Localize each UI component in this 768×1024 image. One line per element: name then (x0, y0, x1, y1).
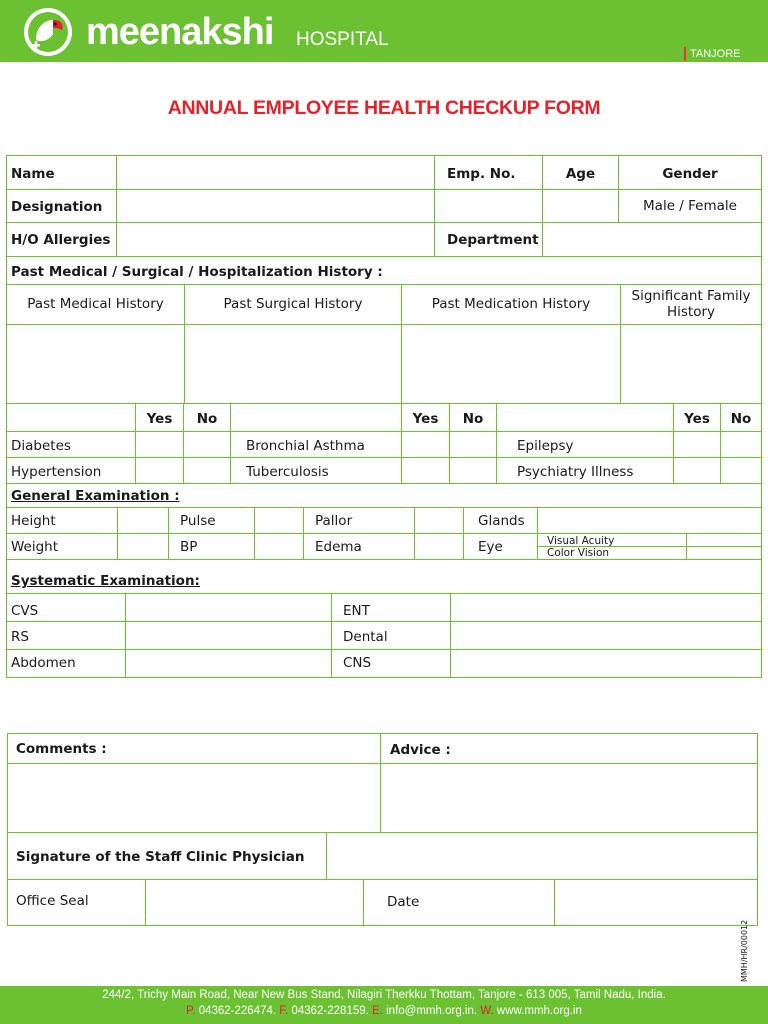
eye-label: Eye (478, 539, 503, 555)
designation-field[interactable] (117, 190, 433, 222)
past-medical-history-field[interactable] (7, 325, 184, 403)
bronchial-asthma-label: Bronchial Asthma (246, 438, 365, 454)
designation-label: Designation (11, 199, 103, 215)
tuberculosis-no-cell[interactable] (450, 458, 496, 483)
diabetes-yes-cell[interactable] (136, 432, 183, 457)
cvs-label: CVS (11, 603, 39, 619)
asthma-no-cell[interactable] (450, 432, 496, 457)
date-label: Date (387, 894, 420, 910)
epilepsy-label: Epilepsy (517, 438, 574, 454)
diabetes-no-cell[interactable] (184, 432, 230, 457)
form-title: ANNUAL EMPLOYEE HEALTH CHECKUP FORM (167, 97, 601, 119)
weight-label: Weight (11, 539, 59, 555)
gender-options[interactable]: Male / Female (643, 198, 737, 214)
cvs-field[interactable] (126, 594, 331, 621)
past-surgical-history-header: Past Surgical History (223, 296, 363, 312)
pallor-field[interactable] (415, 508, 463, 533)
edema-field[interactable] (415, 534, 463, 559)
location-label: TANJORE (690, 48, 741, 60)
abdomen-field[interactable] (126, 650, 331, 677)
comments-label: Comments : (16, 741, 107, 757)
history-heading: Past Medical / Surgical / Hospitalization History : (11, 264, 383, 280)
footer-address: 244/2, Trichy Main Road, Near New Bus Stand, Nilagiri Therkku Thottam, Tanjore - 613 005, Tamil Nadu, India. (102, 989, 666, 1001)
date-field[interactable] (555, 880, 757, 925)
yes-header-3: Yes (684, 411, 710, 427)
epilepsy-no-cell[interactable] (721, 432, 761, 457)
asthma-yes-cell[interactable] (402, 432, 449, 457)
glands-field[interactable] (538, 508, 761, 533)
web-prefix: W. (480, 1005, 494, 1017)
visual-acuity-label: Visual Acuity (547, 535, 615, 547)
signature-label: Signature of the Staff Clinic Physician (16, 849, 305, 865)
hypertension-no-cell[interactable] (184, 458, 230, 483)
no-header-3: No (730, 411, 752, 427)
location-divider (684, 47, 686, 61)
family-history-header: Significant Family History (631, 288, 751, 320)
department-label: Department (447, 232, 539, 248)
rs-field[interactable] (126, 622, 331, 649)
ent-field[interactable] (451, 594, 761, 621)
advice-field[interactable] (381, 764, 757, 832)
past-medication-history-header: Past Medication History (431, 296, 591, 312)
height-label: Height (11, 513, 56, 529)
office-seal-label: Office Seal (16, 893, 89, 909)
height-field[interactable] (118, 508, 168, 533)
cns-field[interactable] (451, 650, 761, 677)
family-history-field[interactable] (621, 325, 761, 403)
yes-header-2: Yes (412, 411, 439, 427)
emp-no-label: Emp. No. (447, 166, 516, 182)
no-header-2: No (462, 411, 484, 427)
comments-field[interactable] (8, 764, 380, 832)
psychiatry-yes-cell[interactable] (674, 458, 720, 483)
ent-label: ENT (343, 603, 370, 619)
fax-number: 04362-228159. (291, 1005, 369, 1017)
bp-label: BP (180, 539, 198, 555)
systematic-exam-heading: Systematic Examination: (11, 573, 200, 589)
rs-label: RS (11, 629, 29, 645)
age-field[interactable] (543, 190, 617, 222)
allergies-field[interactable] (117, 223, 433, 256)
name-field[interactable] (117, 156, 433, 189)
brand-name: meenakshi (86, 11, 274, 53)
dental-field[interactable] (451, 622, 761, 649)
phone-prefix: P. (186, 1005, 196, 1017)
abdomen-label: Abdomen (11, 655, 76, 671)
epilepsy-yes-cell[interactable] (674, 432, 720, 457)
fax-prefix: F. (279, 1005, 289, 1017)
age-label: Age (565, 166, 596, 182)
allergies-label: H/O Allergies (11, 232, 111, 248)
brand-subtitle: HOSPITAL (296, 29, 389, 50)
form-code: MMH/HR/00012 (740, 919, 749, 982)
past-medical-history-header: Past Medical History (27, 296, 164, 312)
weight-field[interactable] (118, 534, 168, 559)
advice-label: Advice : (390, 742, 451, 758)
pulse-field[interactable] (255, 508, 303, 533)
diabetes-label: Diabetes (11, 438, 71, 454)
tuberculosis-label: Tuberculosis (246, 464, 329, 480)
website-link[interactable]: www.mmh.org.in (496, 1005, 582, 1017)
hypertension-label: Hypertension (11, 464, 102, 480)
bp-field[interactable] (255, 534, 303, 559)
footer-contacts (0, 1004, 768, 1018)
pulse-label: Pulse (180, 513, 216, 529)
email-prefix: E. (372, 1005, 383, 1017)
cns-label: CNS (343, 655, 372, 671)
general-exam-heading: General Examination : (11, 488, 180, 504)
hypertension-yes-cell[interactable] (136, 458, 183, 483)
email-link[interactable]: info@mmh.org.in. (386, 1005, 478, 1017)
phone-number: 04362-226474. (198, 1005, 277, 1017)
no-header-1: No (196, 411, 218, 427)
emp-no-field[interactable] (435, 190, 541, 222)
name-label: Name (11, 166, 55, 182)
tuberculosis-yes-cell[interactable] (402, 458, 449, 483)
pallor-label: Pallor (315, 513, 353, 529)
office-seal-field[interactable] (146, 880, 363, 925)
psychiatry-no-cell[interactable] (721, 458, 761, 483)
color-vision-label: Color Vision (547, 547, 610, 559)
signature-field[interactable] (327, 833, 757, 879)
visual-acuity-field[interactable] (687, 534, 761, 546)
yes-header-1: Yes (146, 411, 173, 427)
psychiatry-illness-label: Psychiatry Illness (517, 464, 634, 480)
gender-label: Gender (662, 166, 718, 182)
color-vision-field[interactable] (687, 547, 761, 559)
past-surgical-history-field[interactable] (185, 325, 401, 403)
dental-label: Dental (343, 629, 388, 645)
glands-label: Glands (478, 513, 525, 529)
department-field[interactable] (543, 223, 761, 256)
past-medication-history-field[interactable] (402, 325, 620, 403)
edema-label: Edema (315, 539, 362, 555)
parrot-logo-icon (22, 6, 74, 58)
